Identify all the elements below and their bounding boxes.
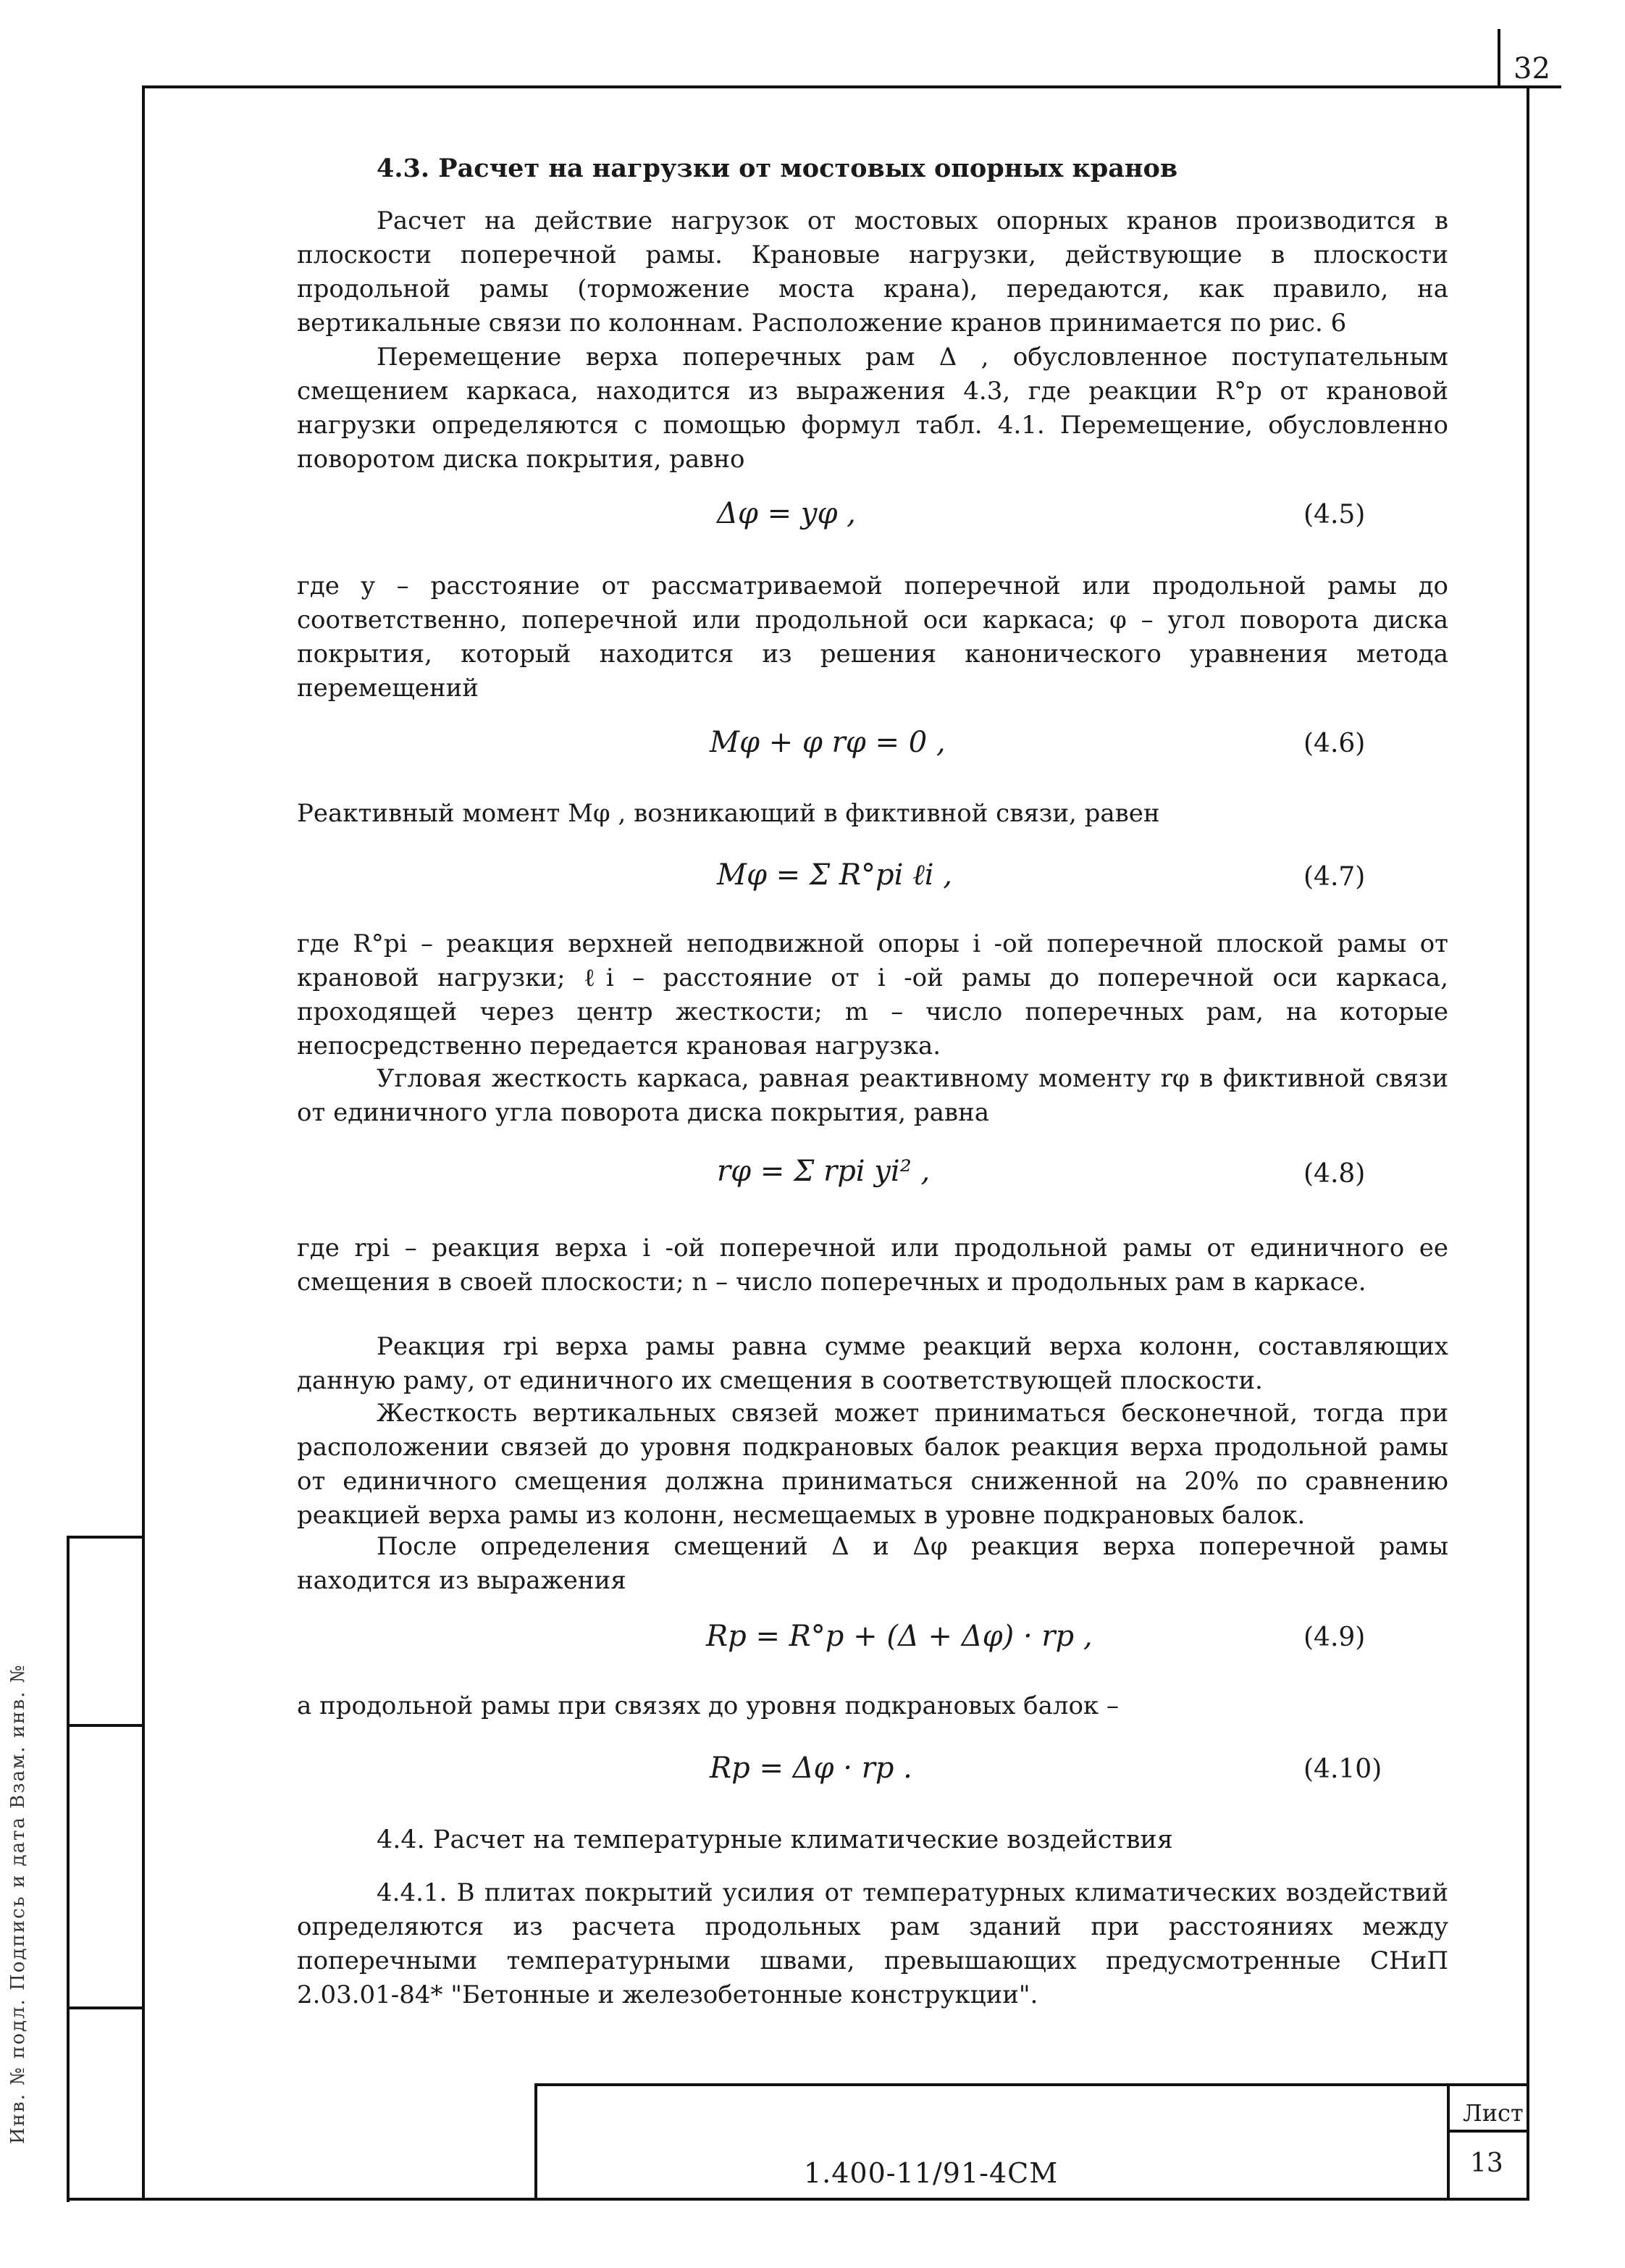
document-code: 1.400-11/91-4СМ xyxy=(804,2157,1059,2189)
formula-number-4-10: (4.10) xyxy=(1303,1754,1382,1784)
side-stamp-line-1 xyxy=(67,1536,70,2202)
title-block-sheet-divider xyxy=(1447,2083,1450,2199)
paragraph: где rpi – реакция верха i -ой поперечной или продольной рамы от единичного ее смещения в своей плоскости; n – число поперечных и продольных рам в каркасе. xyxy=(297,1234,1448,1297)
section-4-3-heading: 4.3. Расчет на нагрузки от мостовых опорных кранов xyxy=(377,154,1178,183)
side-stamp-text: Инв. № подл. Подпись и дата Взам. инв. № xyxy=(7,1663,29,2144)
paragraph: где R°pi – реакция верхней неподвижной опоры i -ой поперечной плоской рамы от крановой нагрузки; ℓi – расстояние от i -ой рамы до поперечной оси каркаса, проходящей через центр жесткости; m – число поперечных рам, на которые непосредственно передается крановая нагрузка. xyxy=(297,929,1448,1060)
paragraph: где y – расстояние от рассматриваемой поперечной или продольной рамы до соответственно, поперечной или продольной оси каркаса; φ – угол поворота диска покрытия, который находится из решения канонического уравнения метода перемещений xyxy=(297,572,1448,703)
paragraph: Расчет на действие нагрузок от мостовых опорных кранов производится в плоскости поперечной рамы. Крановые нагрузки, действующие в плоскости продольной рамы (торможение моста крана), передаются, как правило, на вертикальные связи по колоннам. Расположение кранов принимается по рис. 6 xyxy=(297,206,1448,338)
formula-number-4-6: (4.6) xyxy=(1303,729,1366,758)
paragraph: Жесткость вертикальных связей может приниматься бесконечной, тогда при расположении связей до уровня подкрановых балок реакция верха продольной рамы от единичного смещения должна приниматься сниженной на 20% по сравнению реакцией верха рамы из колонн, несмещаемых в уровне подкрановых балок. xyxy=(297,1399,1448,1530)
frame-corner-tick xyxy=(1498,29,1500,88)
paragraph: После определения смещений Δ и Δφ реакция верха поперечной рамы находится из выражения xyxy=(297,1532,1448,1595)
formula-4-10: Rp = Δφ · rp . xyxy=(710,1752,912,1785)
formula-4-7: Mφ = Σ R°pi ℓi , xyxy=(717,858,953,892)
page-number: 32 xyxy=(1513,52,1550,85)
paragraph: а продольной рамы при связях до уровня подкрановых балок – xyxy=(297,1691,1119,1720)
paragraph: Реакция rpi верха рамы равна сумме реакций верха колонн, составляющих данную раму, от единичного их смещения в соответствующей плоскости. xyxy=(297,1332,1448,1395)
side-stamp xyxy=(28,1521,64,2217)
section-4-4-heading: 4.4. Расчет на температурные климатические воздействия xyxy=(377,1825,1173,1854)
sheet-number: 13 xyxy=(1470,2148,1503,2178)
title-block-sheet-hline xyxy=(1447,2130,1528,2133)
formula-4-6: Mφ + φ rφ = 0 , xyxy=(710,726,946,759)
sheet-label: Лист xyxy=(1463,2099,1524,2127)
paragraph: Реактивный момент Mφ , возникающий в фиктивной связи, равен xyxy=(297,799,1160,828)
formula-number-4-9: (4.9) xyxy=(1303,1623,1366,1652)
formula-number-4-8: (4.8) xyxy=(1303,1159,1366,1189)
paragraph: Угловая жесткость каркаса, равная реактивному моменту rφ в фиктивной связи от единичного угла поворота диска покрытия, равна xyxy=(297,1064,1448,1127)
side-stamp-line-4 xyxy=(67,2007,145,2009)
paragraph: 4.4.1. В плитах покрытий усилия от температурных климатических воздействий определяются из расчета продольных рам зданий при расстояниях между поперечными температурными швами, превышающих предусмотренные СНиП 2.03.01-84* "Бетонные и железобетонные конструкции". xyxy=(297,1878,1448,2009)
formula-4-9: Rp = R°p + (Δ + Δφ) · rp , xyxy=(706,1620,1093,1653)
formula-4-5: Δφ = yφ , xyxy=(717,497,856,530)
formula-number-4-5: (4.5) xyxy=(1303,500,1366,530)
side-stamp-line-2 xyxy=(67,1536,145,1539)
frame-right-line xyxy=(1527,85,1529,2201)
paragraph: Перемещение верха поперечных рам Δ , обусловленное поступательным смещением каркаса, находится из выражения 4.3, где реакции R°p от крановой нагрузки определяются с помощью формул табл. 4.1. Перемещение, обусловленно поворотом диска покрытия, равно xyxy=(297,343,1448,474)
frame-top-line xyxy=(142,85,1561,88)
side-stamp-line-3 xyxy=(67,1724,145,1727)
formula-4-8: rφ = Σ rpi yi² , xyxy=(717,1155,931,1188)
formula-number-4-7: (4.7) xyxy=(1303,862,1366,892)
frame-left-line xyxy=(142,85,145,2201)
